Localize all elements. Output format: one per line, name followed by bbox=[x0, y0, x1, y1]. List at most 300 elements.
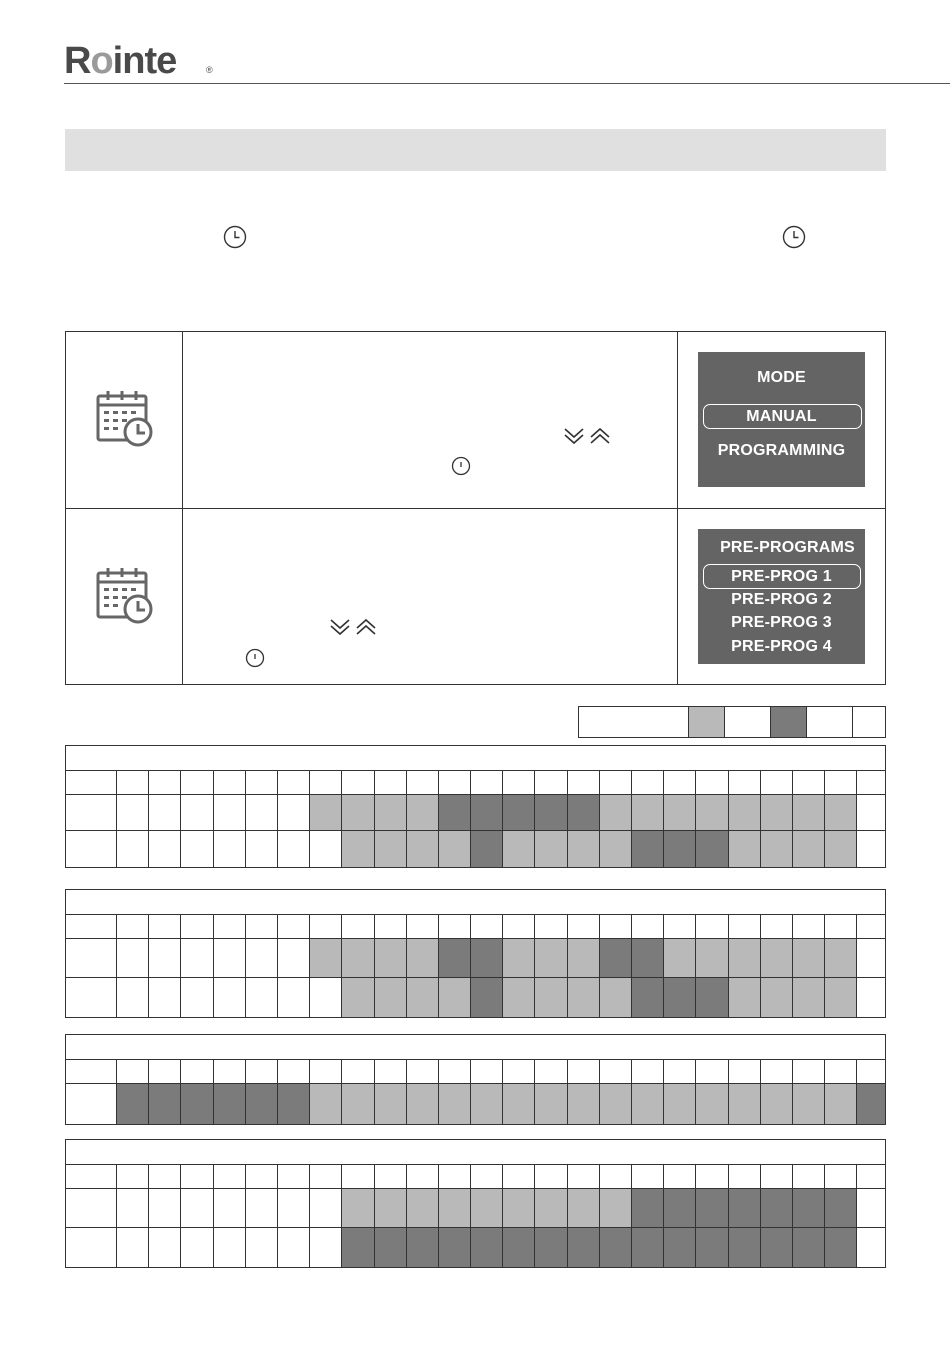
schedule-hour-cell bbox=[729, 1084, 761, 1124]
schedule-hour-cell bbox=[793, 1084, 825, 1124]
hour-header-cell bbox=[503, 915, 535, 938]
hour-header-cell bbox=[568, 1060, 600, 1083]
hour-header-cell bbox=[632, 1165, 664, 1188]
schedule-legend bbox=[578, 706, 886, 738]
hour-header-cell bbox=[439, 771, 471, 794]
clock-icon bbox=[223, 225, 247, 249]
hour-header-cell bbox=[278, 915, 310, 938]
hour-header-cell bbox=[246, 1165, 278, 1188]
schedule-hour-cell bbox=[278, 1228, 310, 1267]
schedule-hour-cell bbox=[825, 795, 857, 830]
schedule-hour-cell bbox=[793, 978, 825, 1017]
hour-header-cell bbox=[439, 1060, 471, 1083]
schedule-hour-cell bbox=[342, 939, 374, 977]
schedule-hour-cell bbox=[117, 1228, 149, 1267]
schedule-hour-cell bbox=[246, 1228, 278, 1267]
header-divider bbox=[64, 83, 950, 84]
schedule-hour-cell bbox=[568, 939, 600, 977]
schedule-hour-cell bbox=[310, 831, 342, 867]
hour-header-cell bbox=[664, 771, 696, 794]
schedule-hour-cell bbox=[568, 795, 600, 830]
schedule-hour-cell bbox=[857, 795, 885, 830]
hour-header-cell bbox=[149, 771, 181, 794]
hour-header-cell bbox=[857, 915, 885, 938]
schedule-hour-cell bbox=[471, 939, 503, 977]
schedule-hour-cell bbox=[149, 795, 181, 830]
schedule-hour-cell bbox=[407, 831, 439, 867]
schedule-table-pre-prog-1 bbox=[65, 745, 886, 868]
schedule-hour-cell bbox=[632, 1084, 664, 1124]
power-button-icon bbox=[245, 648, 265, 668]
hour-header-cell bbox=[535, 915, 567, 938]
schedule-hour-cell bbox=[214, 1228, 246, 1267]
hour-header-cell bbox=[503, 1060, 535, 1083]
schedule-hour-cell bbox=[214, 978, 246, 1017]
schedule-hour-cell bbox=[729, 939, 761, 977]
schedule-hour-cell bbox=[214, 939, 246, 977]
schedule-hour-cell bbox=[761, 795, 793, 830]
schedule-hour-cell bbox=[761, 1084, 793, 1124]
schedule-hour-cell bbox=[600, 1228, 632, 1267]
schedule-day-row bbox=[66, 795, 885, 831]
hour-header-cell bbox=[181, 915, 213, 938]
hour-header-cell bbox=[407, 915, 439, 938]
legend-swatch bbox=[724, 707, 770, 737]
schedule-hour-cell bbox=[149, 1228, 181, 1267]
schedule-hour-cell bbox=[729, 1189, 761, 1227]
schedule-hour-cell bbox=[696, 831, 728, 867]
hour-header-cell bbox=[535, 1060, 567, 1083]
schedule-day-row bbox=[66, 939, 885, 978]
schedule-hour-cell bbox=[632, 795, 664, 830]
schedule-hour-cell bbox=[696, 978, 728, 1017]
schedule-hour-cell bbox=[310, 939, 342, 977]
row-label-cell bbox=[66, 1228, 117, 1267]
schedule-hour-cell bbox=[600, 831, 632, 867]
hour-header-cell bbox=[375, 1060, 407, 1083]
schedule-hour-cell bbox=[600, 1084, 632, 1124]
hour-header-cell bbox=[375, 915, 407, 938]
hour-header-cell bbox=[825, 771, 857, 794]
schedule-hour-cell bbox=[825, 1084, 857, 1124]
schedule-hour-cell bbox=[246, 1189, 278, 1227]
schedule-hour-cell bbox=[696, 795, 728, 830]
lcd-option-selected: PRE-PROG 1 bbox=[731, 568, 832, 585]
hour-header-cell bbox=[246, 771, 278, 794]
schedule-hour-cell bbox=[825, 1228, 857, 1267]
schedule-hour-cell bbox=[407, 795, 439, 830]
hour-header-cell bbox=[761, 771, 793, 794]
hour-header-cell bbox=[600, 1165, 632, 1188]
schedule-hour-cell bbox=[729, 1228, 761, 1267]
schedule-hour-cell bbox=[375, 939, 407, 977]
row-label-cell bbox=[66, 831, 117, 867]
hour-header-cell bbox=[825, 1060, 857, 1083]
hour-header-cell bbox=[117, 1165, 149, 1188]
hour-header-cell bbox=[729, 915, 761, 938]
schedule-hour-cell bbox=[664, 795, 696, 830]
schedule-hour-cell bbox=[632, 978, 664, 1017]
hour-header-cell bbox=[664, 1165, 696, 1188]
step-row-preprograms bbox=[66, 509, 885, 685]
hour-header-cell bbox=[471, 771, 503, 794]
schedule-hour-cell bbox=[600, 978, 632, 1017]
hour-header-cell bbox=[729, 1165, 761, 1188]
schedule-title-row bbox=[66, 1140, 885, 1165]
schedule-hour-cell bbox=[632, 1228, 664, 1267]
schedule-hour-cell bbox=[535, 795, 567, 830]
lcd-option: PRE-PROG 2 bbox=[731, 591, 832, 608]
schedule-hour-cell bbox=[375, 978, 407, 1017]
schedule-hour-cell bbox=[793, 831, 825, 867]
legend-swatch bbox=[770, 707, 806, 737]
hour-header-cell bbox=[664, 915, 696, 938]
hour-header-row bbox=[66, 771, 885, 795]
schedule-day-row bbox=[66, 978, 885, 1017]
schedule-hour-cell bbox=[857, 831, 885, 867]
hour-header-cell bbox=[568, 771, 600, 794]
schedule-hour-cell bbox=[503, 831, 535, 867]
schedule-hour-cell bbox=[600, 795, 632, 830]
schedule-hour-cell bbox=[535, 939, 567, 977]
schedule-hour-cell bbox=[793, 1228, 825, 1267]
schedule-hour-cell bbox=[793, 939, 825, 977]
hour-header-cell bbox=[310, 915, 342, 938]
hour-header-cell bbox=[568, 1165, 600, 1188]
schedule-hour-cell bbox=[375, 1084, 407, 1124]
row-label-cell bbox=[66, 1165, 117, 1188]
schedule-hour-cell bbox=[729, 831, 761, 867]
hour-header-cell bbox=[310, 771, 342, 794]
schedule-day-row bbox=[66, 831, 885, 867]
schedule-hour-cell bbox=[761, 939, 793, 977]
schedule-hour-cell bbox=[149, 978, 181, 1017]
schedule-hour-cell bbox=[825, 1189, 857, 1227]
lcd-option-selected: MANUAL bbox=[746, 408, 817, 425]
schedule-hour-cell bbox=[568, 978, 600, 1017]
schedule-hour-cell bbox=[246, 978, 278, 1017]
hour-header-cell bbox=[310, 1060, 342, 1083]
hour-header-cell bbox=[117, 1060, 149, 1083]
schedule-hour-cell bbox=[181, 831, 213, 867]
schedule-hour-cell bbox=[375, 831, 407, 867]
hour-header-cell bbox=[793, 1060, 825, 1083]
schedule-hour-cell bbox=[181, 795, 213, 830]
schedule-hour-cell bbox=[407, 978, 439, 1017]
schedule-hour-cell bbox=[857, 978, 885, 1017]
hour-header-cell bbox=[761, 915, 793, 938]
schedule-hour-cell bbox=[214, 1084, 246, 1124]
hour-header-cell bbox=[696, 1060, 728, 1083]
schedule-hour-cell bbox=[310, 978, 342, 1017]
legend-swatch bbox=[579, 707, 688, 737]
schedule-hour-cell bbox=[342, 978, 374, 1017]
hour-header-cell bbox=[696, 1165, 728, 1188]
schedule-hour-cell bbox=[696, 1189, 728, 1227]
schedule-hour-cell bbox=[278, 978, 310, 1017]
schedule-hour-cell bbox=[632, 831, 664, 867]
row-label-cell bbox=[66, 1084, 117, 1124]
hour-header-cell bbox=[342, 915, 374, 938]
schedule-hour-cell bbox=[342, 1228, 374, 1267]
hour-header-cell bbox=[793, 1165, 825, 1188]
schedule-hour-cell bbox=[664, 1228, 696, 1267]
schedule-hour-cell bbox=[117, 1189, 149, 1227]
hour-header-cell bbox=[375, 771, 407, 794]
hour-header-cell bbox=[181, 771, 213, 794]
hour-header-cell bbox=[181, 1165, 213, 1188]
schedule-hour-cell bbox=[696, 1084, 728, 1124]
schedule-hour-cell bbox=[246, 795, 278, 830]
schedule-hour-cell bbox=[278, 795, 310, 830]
hour-header-cell bbox=[149, 1060, 181, 1083]
schedule-hour-cell bbox=[664, 978, 696, 1017]
schedule-hour-cell bbox=[439, 939, 471, 977]
legend-swatch bbox=[806, 707, 852, 737]
schedule-hour-cell bbox=[664, 939, 696, 977]
schedule-hour-cell bbox=[503, 1189, 535, 1227]
schedule-hour-cell bbox=[825, 978, 857, 1017]
schedule-day-row bbox=[66, 1084, 885, 1124]
schedule-hour-cell bbox=[568, 831, 600, 867]
schedule-hour-cell bbox=[568, 1084, 600, 1124]
lcd-title: PRE-PROGRAMS bbox=[720, 539, 855, 556]
schedule-hour-cell bbox=[342, 795, 374, 830]
schedule-hour-cell bbox=[246, 831, 278, 867]
schedule-hour-cell bbox=[761, 978, 793, 1017]
schedule-day-row bbox=[66, 1189, 885, 1228]
row-label-cell bbox=[66, 1060, 117, 1083]
chevron-double-up-icon bbox=[589, 427, 611, 445]
calendar-clock-icon bbox=[96, 567, 154, 625]
schedule-hour-cell bbox=[503, 939, 535, 977]
schedule-hour-cell bbox=[664, 1084, 696, 1124]
step-display-cell bbox=[678, 332, 885, 508]
schedule-hour-cell bbox=[375, 1189, 407, 1227]
schedule-hour-cell bbox=[149, 1189, 181, 1227]
schedule-hour-cell bbox=[535, 831, 567, 867]
hour-header-cell bbox=[793, 771, 825, 794]
hour-header-cell bbox=[117, 915, 149, 938]
lcd-option: PRE-PROG 4 bbox=[731, 638, 832, 655]
schedule-hour-cell bbox=[117, 795, 149, 830]
row-label-cell bbox=[66, 1189, 117, 1227]
schedule-hour-cell bbox=[117, 831, 149, 867]
hour-header-cell bbox=[857, 1060, 885, 1083]
schedule-hour-cell bbox=[149, 939, 181, 977]
hour-header-cell bbox=[214, 771, 246, 794]
schedule-hour-cell bbox=[471, 1228, 503, 1267]
hour-header-cell bbox=[471, 1165, 503, 1188]
schedule-hour-cell bbox=[117, 978, 149, 1017]
schedule-hour-cell bbox=[825, 939, 857, 977]
schedule-hour-cell bbox=[407, 1084, 439, 1124]
hour-header-cell bbox=[246, 915, 278, 938]
hour-header-cell bbox=[471, 915, 503, 938]
lcd-title: MODE bbox=[757, 369, 806, 386]
schedule-hour-cell bbox=[375, 795, 407, 830]
schedule-hour-cell bbox=[117, 1084, 149, 1124]
hour-header-cell bbox=[181, 1060, 213, 1083]
hour-header-cell bbox=[214, 1060, 246, 1083]
hour-header-cell bbox=[278, 1165, 310, 1188]
hour-header-cell bbox=[568, 915, 600, 938]
hour-header-cell bbox=[375, 1165, 407, 1188]
hour-header-cell bbox=[117, 771, 149, 794]
schedule-hour-cell bbox=[600, 939, 632, 977]
hour-header-cell bbox=[825, 915, 857, 938]
lcd-display-preprograms bbox=[698, 529, 865, 664]
hour-header-cell bbox=[503, 1165, 535, 1188]
hour-header-cell bbox=[407, 1060, 439, 1083]
schedule-hour-cell bbox=[149, 831, 181, 867]
row-label-cell bbox=[66, 939, 117, 977]
schedule-hour-cell bbox=[664, 1189, 696, 1227]
hour-header-cell bbox=[407, 771, 439, 794]
schedule-hour-cell bbox=[761, 1228, 793, 1267]
rointe-logo bbox=[64, 40, 214, 78]
hour-header-cell bbox=[214, 915, 246, 938]
schedule-hour-cell bbox=[471, 795, 503, 830]
schedule-hour-cell bbox=[214, 831, 246, 867]
schedule-hour-cell bbox=[310, 795, 342, 830]
lcd-display-mode bbox=[698, 352, 865, 487]
schedule-hour-cell bbox=[214, 795, 246, 830]
hour-header-cell bbox=[439, 915, 471, 938]
hour-header-cell bbox=[632, 915, 664, 938]
schedule-table-pre-prog-2 bbox=[65, 889, 886, 1018]
schedule-day-row bbox=[66, 1228, 885, 1267]
hour-header-cell bbox=[664, 1060, 696, 1083]
schedule-hour-cell bbox=[761, 831, 793, 867]
schedule-hour-cell bbox=[246, 939, 278, 977]
schedule-hour-cell bbox=[181, 939, 213, 977]
hour-header-cell bbox=[471, 1060, 503, 1083]
hour-header-row bbox=[66, 915, 885, 939]
hour-header-cell bbox=[278, 1060, 310, 1083]
schedule-hour-cell bbox=[793, 1189, 825, 1227]
step-row-mode bbox=[66, 332, 885, 509]
schedule-hour-cell bbox=[407, 1228, 439, 1267]
schedule-hour-cell bbox=[535, 1189, 567, 1227]
hour-header-cell bbox=[407, 1165, 439, 1188]
hour-header-cell bbox=[729, 771, 761, 794]
chevron-double-down-icon bbox=[563, 427, 585, 445]
schedule-hour-cell bbox=[342, 1189, 374, 1227]
schedule-hour-cell bbox=[407, 1189, 439, 1227]
hour-header-cell bbox=[246, 1060, 278, 1083]
hour-header-cell bbox=[439, 1165, 471, 1188]
hour-header-cell bbox=[600, 771, 632, 794]
hour-header-cell bbox=[857, 771, 885, 794]
schedule-hour-cell bbox=[278, 939, 310, 977]
schedule-hour-cell bbox=[471, 1189, 503, 1227]
hour-header-cell bbox=[310, 1165, 342, 1188]
row-label-cell bbox=[66, 978, 117, 1017]
schedule-hour-cell bbox=[696, 1228, 728, 1267]
hour-header-cell bbox=[149, 915, 181, 938]
row-label-cell bbox=[66, 771, 117, 794]
logo-wordmark: Rointe bbox=[64, 40, 177, 78]
schedule-hour-cell bbox=[503, 1084, 535, 1124]
chevron-double-down-icon bbox=[329, 618, 351, 636]
schedule-hour-cell bbox=[278, 1189, 310, 1227]
hour-header-cell bbox=[857, 1165, 885, 1188]
hour-header-cell bbox=[535, 771, 567, 794]
schedule-hour-cell bbox=[471, 831, 503, 867]
hour-header-cell bbox=[503, 771, 535, 794]
schedule-hour-cell bbox=[857, 1084, 885, 1124]
schedule-hour-cell bbox=[825, 831, 857, 867]
clock-icon bbox=[782, 225, 806, 249]
schedule-hour-cell bbox=[246, 1084, 278, 1124]
schedule-hour-cell bbox=[568, 1228, 600, 1267]
schedule-hour-cell bbox=[439, 1189, 471, 1227]
schedule-hour-cell bbox=[439, 978, 471, 1017]
hour-header-cell bbox=[149, 1165, 181, 1188]
hour-header-cell bbox=[761, 1060, 793, 1083]
logo-registered-mark: ® bbox=[206, 65, 213, 75]
schedule-title-row bbox=[66, 1035, 885, 1060]
schedule-hour-cell bbox=[310, 1228, 342, 1267]
steps-table bbox=[65, 331, 886, 685]
schedule-table-pre-prog-3 bbox=[65, 1034, 886, 1125]
lcd-option: PROGRAMMING bbox=[717, 442, 846, 459]
section-banner bbox=[65, 129, 886, 171]
schedule-hour-cell bbox=[471, 978, 503, 1017]
hour-header-cell bbox=[278, 771, 310, 794]
schedule-hour-cell bbox=[181, 1228, 213, 1267]
power-button-icon bbox=[451, 456, 471, 476]
schedule-hour-cell bbox=[729, 795, 761, 830]
step-icon-cell bbox=[66, 509, 183, 685]
hour-header-cell bbox=[535, 1165, 567, 1188]
legend-swatch bbox=[688, 707, 724, 737]
schedule-hour-cell bbox=[761, 1189, 793, 1227]
schedule-hour-cell bbox=[632, 939, 664, 977]
schedule-hour-cell bbox=[439, 1084, 471, 1124]
schedule-table-pre-prog-4 bbox=[65, 1139, 886, 1268]
hour-header-row bbox=[66, 1165, 885, 1189]
schedule-hour-cell bbox=[278, 1084, 310, 1124]
schedule-hour-cell bbox=[181, 1084, 213, 1124]
schedule-hour-cell bbox=[503, 795, 535, 830]
hour-header-cell bbox=[729, 1060, 761, 1083]
hour-header-cell bbox=[342, 1165, 374, 1188]
step-display-cell bbox=[678, 509, 885, 685]
schedule-hour-cell bbox=[503, 1228, 535, 1267]
schedule-hour-cell bbox=[342, 1084, 374, 1124]
schedule-hour-cell bbox=[439, 831, 471, 867]
schedule-hour-cell bbox=[664, 831, 696, 867]
schedule-hour-cell bbox=[117, 939, 149, 977]
hour-header-cell bbox=[696, 915, 728, 938]
schedule-hour-cell bbox=[632, 1189, 664, 1227]
hour-header-cell bbox=[600, 915, 632, 938]
schedule-hour-cell bbox=[729, 978, 761, 1017]
lcd-option: PRE-PROG 3 bbox=[731, 614, 832, 631]
schedule-hour-cell bbox=[793, 795, 825, 830]
step-text-cell bbox=[183, 332, 678, 508]
schedule-hour-cell bbox=[471, 1084, 503, 1124]
hour-header-cell bbox=[825, 1165, 857, 1188]
schedule-hour-cell bbox=[857, 1228, 885, 1267]
hour-header-cell bbox=[696, 771, 728, 794]
hour-header-cell bbox=[632, 1060, 664, 1083]
schedule-hour-cell bbox=[696, 939, 728, 977]
schedule-hour-cell bbox=[439, 795, 471, 830]
schedule-hour-cell bbox=[181, 1189, 213, 1227]
